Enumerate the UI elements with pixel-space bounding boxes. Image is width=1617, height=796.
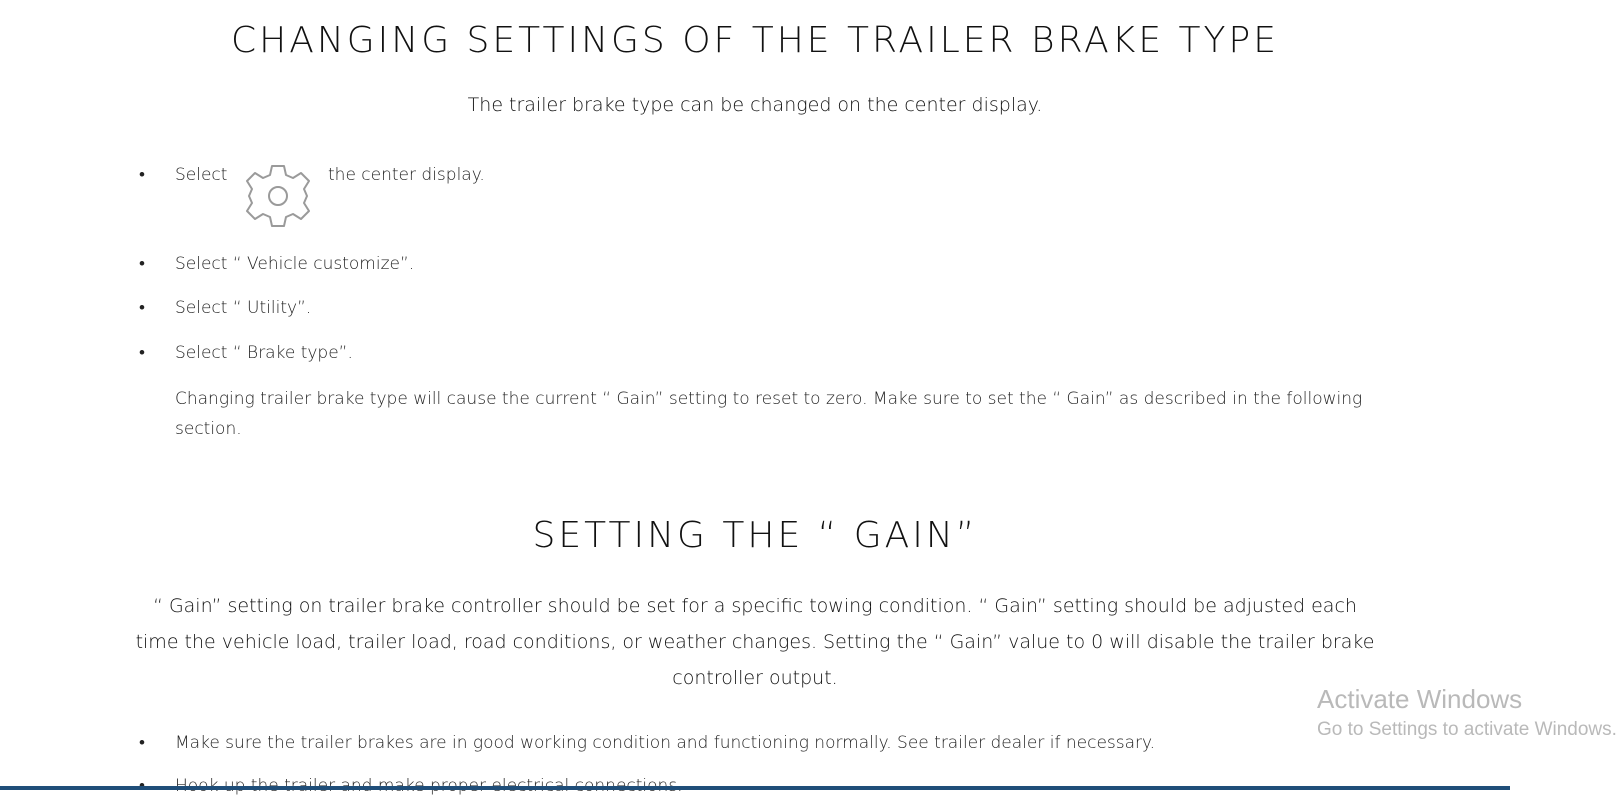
gear-icon	[242, 160, 314, 232]
step-text: Select “ Brake type”.	[175, 343, 353, 363]
bullet: •	[139, 254, 145, 274]
gain-intro: “ Gain” setting on trailer brake controller should be set for a specific towing condition. “ Gain” setting should be adjusted each time the vehicle load, trailer load, road conditions, or weather changes. Setting the “ Gain” value to 0 will disable the trailer brake controller output.	[135, 595, 1375, 689]
step-text-before-icon: Select	[175, 165, 228, 185]
brake-type-note: Changing trailer brake type will cause the current “ Gain” setting to reset to zero. Make sure to set the “ Gain” as described in the following section.	[175, 389, 1363, 439]
step-text: Select “ Vehicle customize”.	[175, 254, 415, 274]
list-item	[139, 254, 415, 274]
activate-windows-watermark	[1317, 684, 1617, 741]
bullet: •	[139, 343, 145, 363]
step-text-after-icon: the center display.	[328, 165, 485, 185]
bullet: •	[139, 298, 145, 318]
list-item	[139, 165, 485, 185]
brake-type-intro: The trailer brake type can be changed on the center display.	[467, 94, 1043, 116]
bullet: •	[139, 733, 145, 753]
watermark-title: Activate Windows	[1317, 684, 1523, 714]
taskbar-edge	[0, 786, 1510, 790]
list-item	[139, 733, 1156, 753]
list-item	[139, 343, 353, 363]
section-title-gain: SETTING THE “ GAIN”	[532, 515, 978, 556]
watermark-subtitle: Go to Settings to activate Windows.	[1317, 719, 1617, 740]
step-text: Make sure the trailer brakes are in good working condition and functioning normally. See trailer dealer if necessary.	[175, 733, 1156, 753]
list-item	[139, 298, 312, 318]
step-text: Select “ Utility”.	[175, 298, 312, 318]
bullet: •	[139, 165, 145, 185]
section-title-brake-type: CHANGING SETTINGS OF THE TRAILER BRAKE TYPE	[230, 20, 1279, 61]
